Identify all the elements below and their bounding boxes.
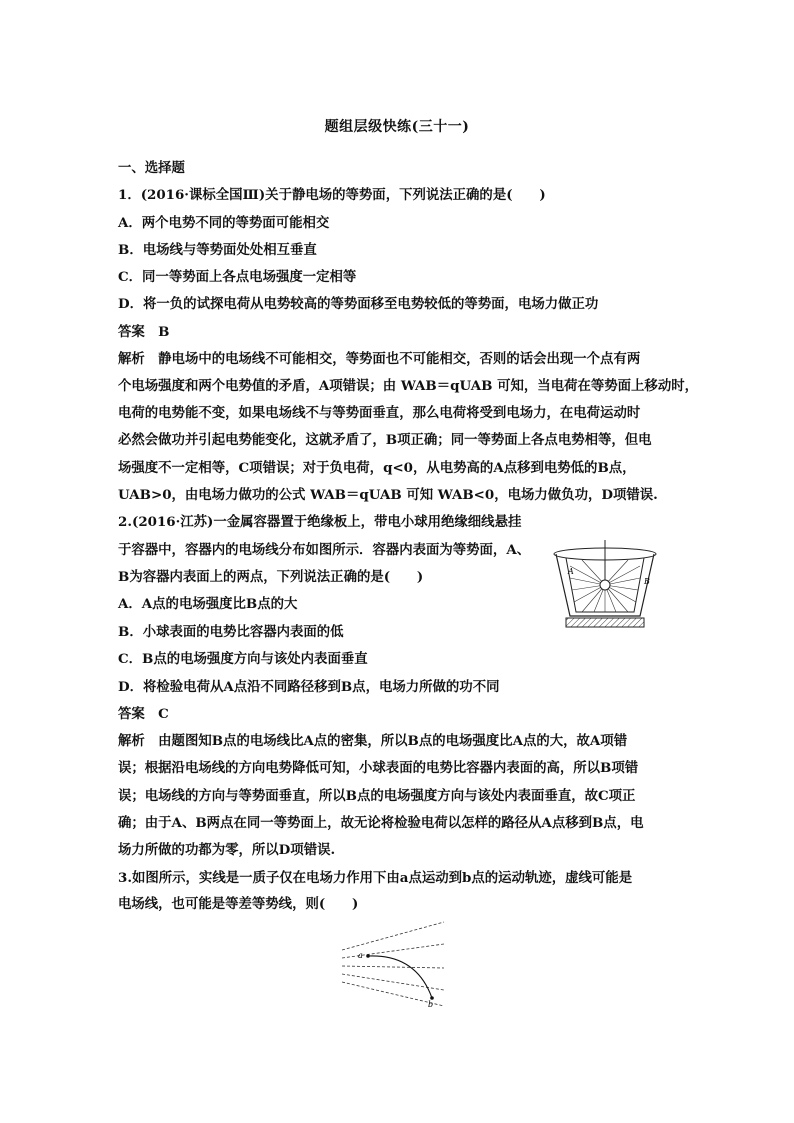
- q1-analysis-line: 解析 静电场中的电场线不可能相交，等势面也不可能相交，否则的话会出现一个点有两: [118, 351, 641, 367]
- insulating-plate: [566, 618, 644, 627]
- point-b-label: B: [644, 577, 650, 586]
- proton-trajectory: [368, 956, 432, 998]
- q1-analysis-line: 个电场强度和两个电势值的矛盾，A项错误；由 WAB＝qUAB 可知，当电荷在等势面上移动时，: [118, 378, 698, 394]
- section-heading: 一、选择题: [118, 160, 185, 176]
- dashed-lines: [342, 922, 444, 1006]
- charged-ball: [600, 580, 610, 590]
- page-title: 题组层级快练(三十一): [324, 119, 470, 135]
- q1-answer: 答案 B: [118, 324, 170, 340]
- q2-stem-line: 2.(2016·江苏)一金属容器置于绝缘板上，带电小球用绝缘细线悬挂: [118, 514, 522, 530]
- q2-option-a: A．A点的电场强度比B点的大: [118, 596, 298, 612]
- q1-option-a: A．两个电势不同的等势面可能相交: [118, 215, 330, 231]
- q1-analysis-line: 场强度不一定相等，C项错误；对于负电荷，q<0，从电势高的A点移到电势低的B点，: [118, 460, 636, 476]
- q2-stem-line: 于容器中，容器内的电场线分布如图所示．容器内表面为等势面，A、: [118, 542, 531, 558]
- container-field-figure: [552, 538, 658, 630]
- point-a-label: A: [568, 567, 574, 576]
- q2-analysis-line: 确；由于A、B两点在同一等势面上，故无论将检验电荷以怎样的路径从A点移到B点，电: [118, 815, 644, 831]
- q2-analysis-line: 场力所做的功都为零，所以D项错误.: [118, 842, 336, 858]
- q1-stem: 1．(2016·课标全国Ⅲ)关于静电场的等势面，下列说法正确的是( ): [118, 187, 546, 203]
- q2-option-c: C．B点的电场强度方向与该处内表面垂直: [118, 651, 368, 667]
- point-b-label: b: [428, 1000, 434, 1008]
- q1-analysis-line: 电荷的电势能不变，如果电场线不与等势面垂直，那么电荷将受到电场力，在电荷运动时: [118, 405, 641, 421]
- trajectory-figure: [338, 918, 448, 1008]
- q2-option-b: B．小球表面的电势比容器内表面的低: [118, 624, 344, 640]
- q2-stem-line: B为容器内表面上的两点，下列说法正确的是( ): [118, 569, 424, 585]
- q2-analysis-line: 误；根据沿电场线的方向电势降低可知，小球表面的电势比容器内表面的高，所以B项错: [118, 760, 639, 776]
- q1-analysis-line: 必然会做功并引起电势能变化，这就矛盾了，B项正确；同一等势面上各点电势相等，但电: [118, 432, 652, 448]
- q2-option-d: D．将检验电荷从A点沿不同路径移到B点，电场力所做的功不同: [118, 679, 500, 695]
- q1-option-d: D．将一负的试探电荷从电势较高的等势面移至电势较低的等势面，电场力做正功: [118, 296, 599, 312]
- q3-stem-line: 电场线，也可能是等差等势线，则( ): [118, 896, 359, 912]
- q2-answer: 答案 C: [118, 706, 169, 722]
- q2-analysis-line: 误；电场线的方向与等势面垂直，所以B点的电场强度方向与该处内表面垂直，故C项正: [118, 788, 636, 804]
- q2-analysis-line: 解析 由题图知B点的电场线比A点的密集，所以B点的电场强度比A点的大，故A项错: [118, 733, 628, 749]
- q1-option-b: B．电场线与等势面处处相互垂直: [118, 242, 317, 258]
- point-a-label: a: [358, 951, 363, 960]
- q3-stem-line: 3.如图所示，实线是一质子仅在电场力作用下由a点运动到b点的运动轨迹，虚线可能是: [118, 870, 633, 886]
- q1-analysis-line: UAB>0，由电场力做功的公式 WAB＝qUAB 可知 WAB<0，电场力做负功，D项错误.: [118, 487, 658, 503]
- q1-option-c: C．同一等势面上各点电场强度一定相等: [118, 269, 357, 285]
- point-a-dot: [366, 954, 370, 958]
